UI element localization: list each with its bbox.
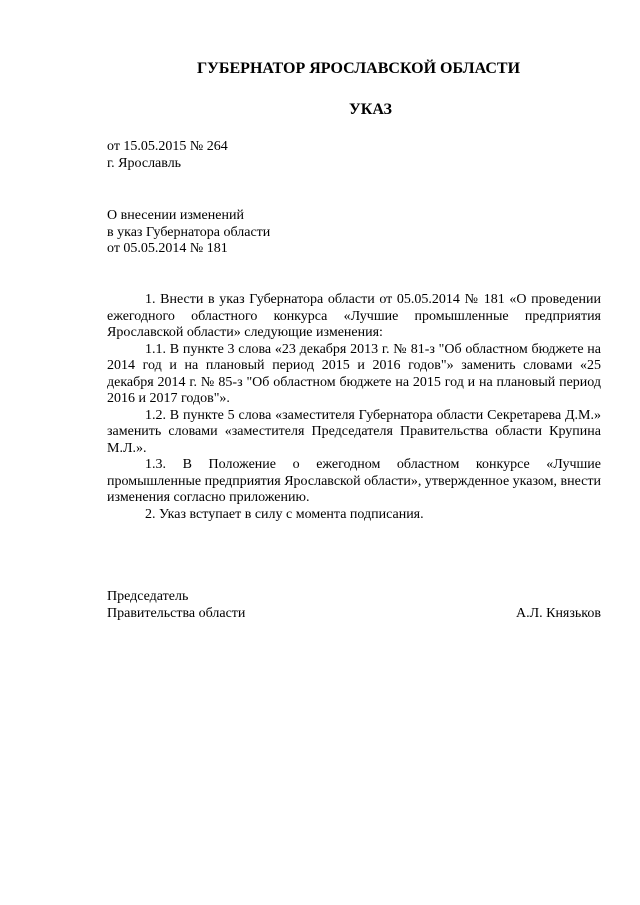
- signature-block: [107, 589, 601, 622]
- document-subject: [107, 208, 270, 258]
- subject-line: в указ Губернатора области: [107, 224, 271, 240]
- signer-position: Правительства области: [107, 605, 246, 621]
- date-number: от 15.05.2015 № 264: [107, 139, 228, 154]
- subject-line: от 05.05.2014 № 181: [107, 241, 228, 256]
- city: г. Ярославль: [107, 155, 182, 171]
- paragraph-1-1: 1.1. В пункте 3 слова «23 декабря 2013 г. № 81-з "Об областном бюджете на 2014 год и на плановый период 2015 и 2016 годов"» заменить словами «25 декабря 2014 г. № 85-з "Об областном бюджете на 2015 год и на плановый период 2016 и 2017 годов"».: [107, 341, 601, 406]
- paragraph-1-2: 1.2. В пункте 5 слова «заместителя Губернатора области Секретарева Д.М.» заменить словами «заместителя Председателя Правительства области Крупина М.Л.».: [107, 407, 601, 456]
- paragraph-1-3: 1.3. В Положение о ежегодном областном конкурсе «Лучшие промышленные предприятия Ярославской области», утвержденное указом, внести изменения согласно приложению.: [107, 457, 601, 505]
- document-body: [107, 292, 601, 523]
- paragraph-2: 2. Указ вступает в силу с момента подписания.: [145, 506, 424, 522]
- paragraph-1: 1. Внести в указ Губернатора области от 05.05.2014 № 181 «О проведении ежегодного областного конкурса «Лучшие промышленные предприятия Ярославской области» следующие изменения:: [107, 292, 601, 340]
- subject-line: О внесении изменений: [107, 208, 244, 223]
- document-meta: [107, 139, 228, 172]
- document-type: УКАЗ: [349, 101, 392, 118]
- issuer-title: ГУБЕРНАТОР ЯРОСЛАВСКОЙ ОБЛАСТИ: [197, 60, 521, 77]
- signer-name: А.Л. Князьков: [516, 605, 601, 621]
- signer-position: Председатель: [107, 589, 189, 604]
